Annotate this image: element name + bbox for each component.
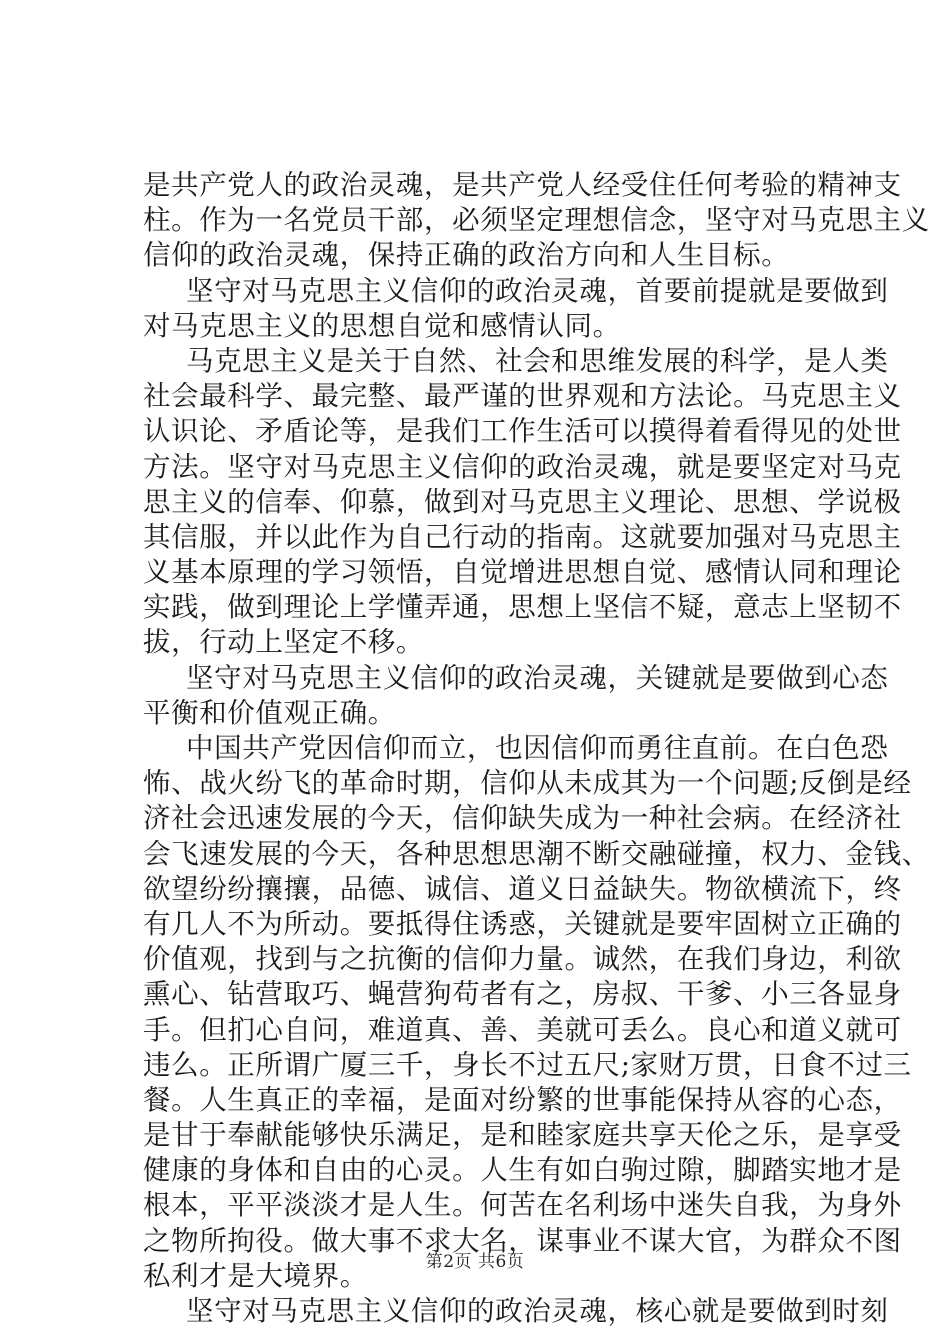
text-line: 其信服，并以此作为自己行动的指南。这就要加强对马克思主 (143, 520, 902, 553)
text-line: 有几人不为所动。要抵得住诱惑，关键就是要牢固树立正确的 (143, 907, 902, 940)
text-line: 之物所拘役。做大事不求大名，谋事业不谋大官，为群众不图 (143, 1224, 902, 1257)
text-line: 是甘于奉献能够快乐满足，是和睦家庭共享天伦之乐，是享受 (143, 1119, 902, 1152)
text-line: 是共产党人的政治灵魂，是共产党人经受住任何考验的精神支 (143, 169, 902, 201)
paragraph (143, 661, 889, 731)
paragraph (143, 168, 930, 274)
text-line: 怖、战火纷飞的革命时期，信仰从未成其为一个问题;反倒是经 (143, 767, 912, 800)
text-line: 社会最科学、最完整、最严谨的世界观和方法论。马克思主义 (143, 380, 902, 413)
text-line: 坚守对马克思主义信仰的政治灵魂，核心就是要做到时刻 (186, 1295, 889, 1327)
text-line: 认识论、矛盾论等，是我们工作生活可以摸得着看得见的处世 (143, 415, 902, 448)
paragraph (143, 731, 930, 1294)
paragraph (143, 1294, 889, 1329)
text-line: 拔，行动上坚定不移。 (143, 626, 424, 659)
text-line: 根本，平平淡淡才是人生。何苦在名利场中迷失自我，为身外 (143, 1189, 902, 1222)
text-line: 坚守对马克思主义信仰的政治灵魂，首要前提就是要做到 (186, 274, 889, 307)
text-line: 中国共产党因信仰而立，也因信仰而勇往直前。在白色恐 (186, 732, 889, 764)
paragraph (143, 274, 889, 344)
text-line: 违么。正所谓广厦三千，身长不过五尺;家财万贯，日食不过三 (143, 1048, 912, 1081)
text-line: 实践，做到理论上学懂弄通，思想上坚信不疑，意志上坚韧不 (143, 591, 902, 624)
text-line: 价值观，找到与之抗衡的信仰力量。诚然，在我们身边，利欲 (143, 943, 902, 976)
text-line: 对马克思主义的思想自觉和感情认同。 (143, 309, 621, 342)
text-line: 熏心、钻营取巧、蝇营狗苟者有之，房叔、干爹、小三各显身 (143, 978, 902, 1011)
text-line: 平衡和价值观正确。 (143, 696, 396, 729)
text-line: 手。但扪心自问，难道真、善、美就可丢么。良心和道义就可 (143, 1013, 902, 1046)
text-line: 思主义的信奉、仰慕，做到对马克思主义理论、思想、学说极 (143, 485, 902, 518)
text-line: 坚守对马克思主义信仰的政治灵魂，关键就是要做到心态 (186, 661, 889, 694)
text-line: 济社会迅速发展的今天，信仰缺失成为一种社会病。在经济社 (143, 802, 902, 835)
text-line: 欲望纷纷攘攘，品德、诚信、道义日益缺失。物欲横流下，终 (143, 872, 902, 905)
text-line: 餐。人生真正的幸福，是面对纷繁的世事能保持从容的心态， (143, 1083, 902, 1116)
text-line: 会飞速发展的今天，各种思想思潮不断交融碰撞，权力、金钱、 (143, 837, 930, 870)
text-line: 信仰的政治灵魂，保持正确的政治方向和人生目标。 (143, 239, 790, 272)
text-line: 义基本原理的学习领悟，自觉增进思想自觉、感情认同和理论 (143, 556, 902, 589)
text-line: 健康的身体和自由的心灵。人生有如白驹过隙，脚踏实地才是 (143, 1154, 902, 1187)
text-line: 私利才是大境界。 (143, 1259, 368, 1292)
page-number: 第2页 共6页 (425, 1252, 525, 1272)
paragraph (143, 344, 902, 661)
document-body (143, 168, 930, 1329)
text-line: 方法。坚守对马克思主义信仰的政治灵魂，就是要坚定对马克 (143, 450, 902, 483)
text-line: 马克思主义是关于自然、社会和思维发展的科学，是人类 (186, 344, 889, 377)
text-line: 柱。作为一名党员干部，必须坚定理想信念，坚守对马克思主义 (143, 204, 930, 237)
